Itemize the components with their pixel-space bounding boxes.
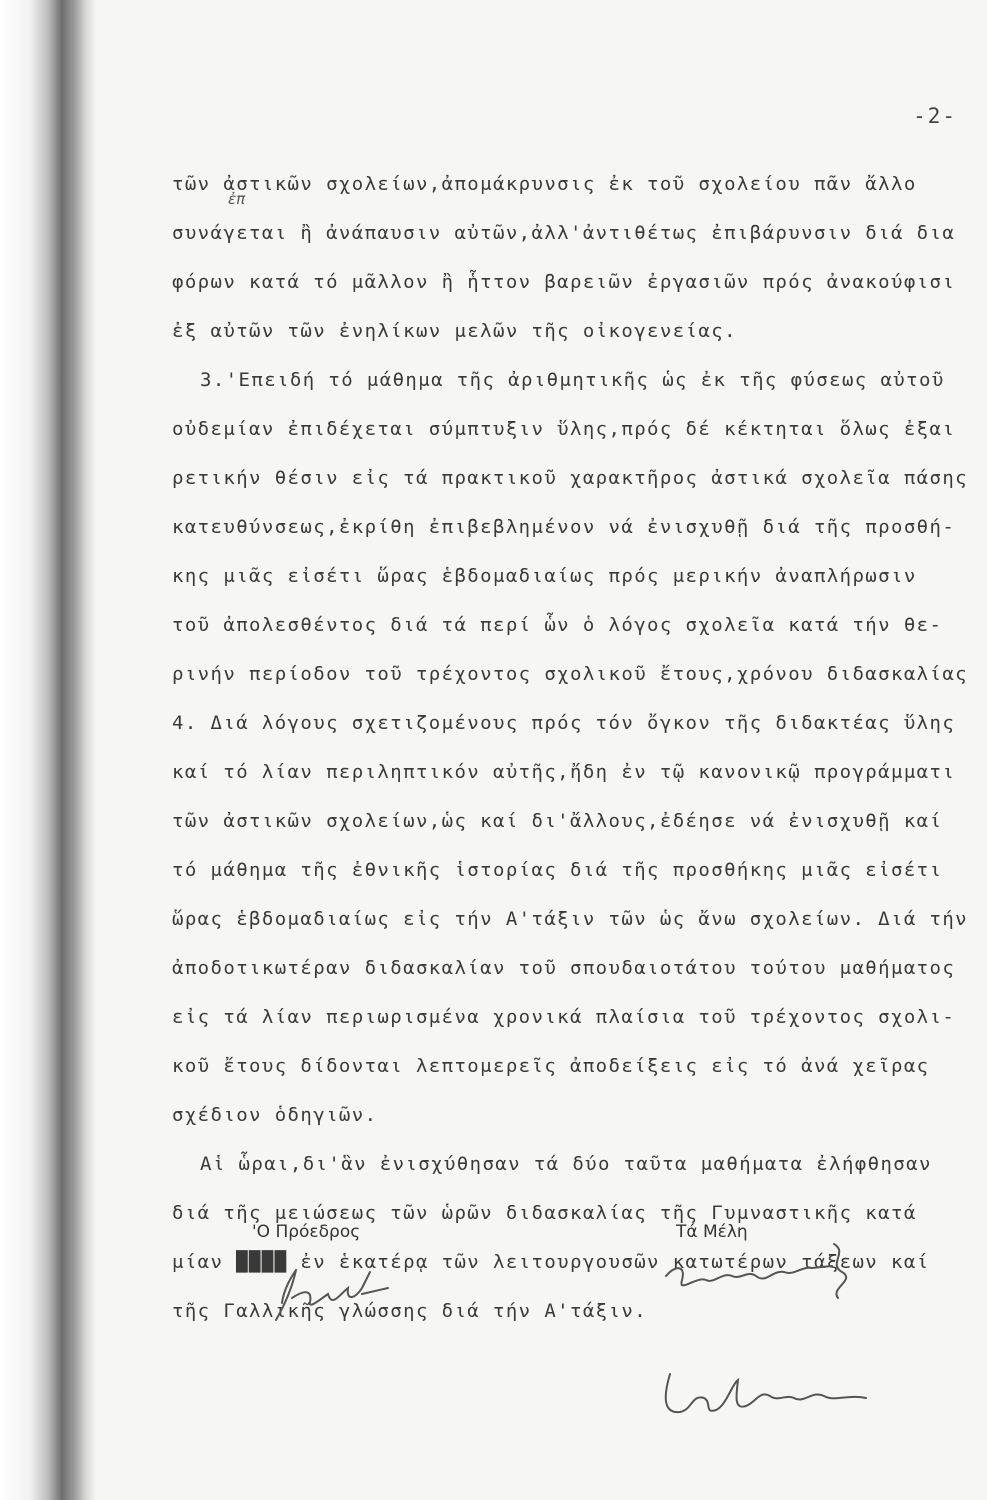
text-line: ὥρας ἑβδομαδιαίως εἰς τήν Α'τάξιν τῶν ὡς ἄνω σχολείων. Διά τήν <box>172 908 969 930</box>
president-signature <box>262 1258 402 1328</box>
text-line: καί τό λίαν περιληπτικόν αὐτῆς,ἤδη ἐν τῷ κανονικῷ προγράμματι <box>172 761 956 783</box>
text-line: διά τῆς μειώσεως τῶν ὡρῶν διδασκαλίας τῆς Γυμναστικῆς κατά <box>172 1202 917 1224</box>
members-label: Τά Μέλη <box>676 1222 748 1242</box>
text-line: τό μάθημα τῆς ἐθνικῆς ἱστορίας διά τῆς προσθήκης μιᾶς εἰσέτι <box>172 859 943 881</box>
text-line: τῶν ἀστικῶν σχολείων,ἀπομάκρυνσις ἐκ τοῦ σχολείου πᾶν ἄλλο <box>172 173 917 195</box>
text-line: μίαν ████ ἐν ἑκατέρᾳ τῶν λειτουργουσῶν κατωτέρων τάξεων καί <box>172 1251 930 1273</box>
text-line: τῆς Γαλλικῆς γλώσσης διά τήν Α'τάξιν. <box>172 1300 648 1322</box>
text-line: τῶν ἀστικῶν σχολείων,ὡς καί δι'ἄλλους,ἐδέησε νά ἐνισχυθῇ καί <box>172 810 943 832</box>
text-line: οὐδεμίαν ἐπιδέχεται σύμπτυξιν ὕλης,πρός δέ κέκτηται ὅλως ἐξαι <box>172 418 956 440</box>
text-line: ἀποδοτικωτέραν διδασκαλίαν τοῦ σπουδαιοτάτου τούτου μαθήματος <box>172 957 956 979</box>
text-line: 4. Διά λόγους σχετιζομένους πρός τόν ὄγκον τῆς διδακτέας ὕλης <box>172 712 956 734</box>
page-number: -2- <box>913 104 957 128</box>
text-line: ρετικήν θέσιν εἰς τά πρακτικοῦ χαρακτῆρος ἀστικά σχολεῖα πάσης <box>172 467 969 489</box>
member-signature-1 <box>652 1236 872 1316</box>
text-line: κατευθύνσεως,ἐκρίθη ἐπιβεβλημένον νά ἐνισχυθῇ διά τῆς προσθή- <box>172 516 956 538</box>
text-line: ρινήν περίοδον τοῦ τρέχοντος σχολικοῦ ἔτους,χρόνου διδασκαλίας <box>172 663 969 685</box>
text-line: Αἱ ὧραι,δι'ἃν ἐνισχύθησαν τά δύο ταῦτα μαθήματα ἐλήφθησαν <box>200 1153 932 1175</box>
text-line: σχέδιον ὁδηγιῶν. <box>172 1104 378 1126</box>
text-line: ἐξ αὐτῶν τῶν ἐνηλίκων μελῶν τῆς οἰκογενείας. <box>172 320 737 342</box>
text-line: συνάγεται ἢ ἀνάπαυσιν αὐτῶν,ἀλλ'ἀντιθέτως ἐπιβάρυνσιν διά δια <box>172 222 956 244</box>
president-label: 'Ο Πρόεδρος <box>252 1222 361 1242</box>
text-line: 3.'Επειδή τό μάθημα τῆς ἀριθμητικῆς ὡς ἐκ τῆς φύσεως αὐτοῦ <box>200 369 945 391</box>
text-line: φόρων κατά τό μᾶλλον ἢ ἧττον βαρειῶν ἐργασιῶν πρός ἀνακούφισι <box>172 271 956 293</box>
text-line: κης μιᾶς εἰσέτι ὥρας ἑβδομαδιαίως πρός μερικήν ἀναπλήρωσιν <box>172 565 917 587</box>
text-line: κοῦ ἔτους δίδονται λεπτομερεῖς ἀποδείξεις εἰς τό ἀνά χεῖρας <box>172 1055 930 1077</box>
text-line: τοῦ ἀπολεσθέντος διά τά περί ὧν ὁ λόγος σχολεῖα κατά τήν θε- <box>172 614 943 636</box>
binding-edge-shadow <box>0 0 96 1500</box>
member-signature-2 <box>652 1354 882 1434</box>
text-line: εἰς τά λίαν περιωρισμένα χρονικά πλαίσια τοῦ τρέχοντος σχολι- <box>172 1006 956 1028</box>
typed-body-text <box>172 160 987 1336</box>
interlinear-handwritten-note: ἐπ <box>228 190 246 208</box>
